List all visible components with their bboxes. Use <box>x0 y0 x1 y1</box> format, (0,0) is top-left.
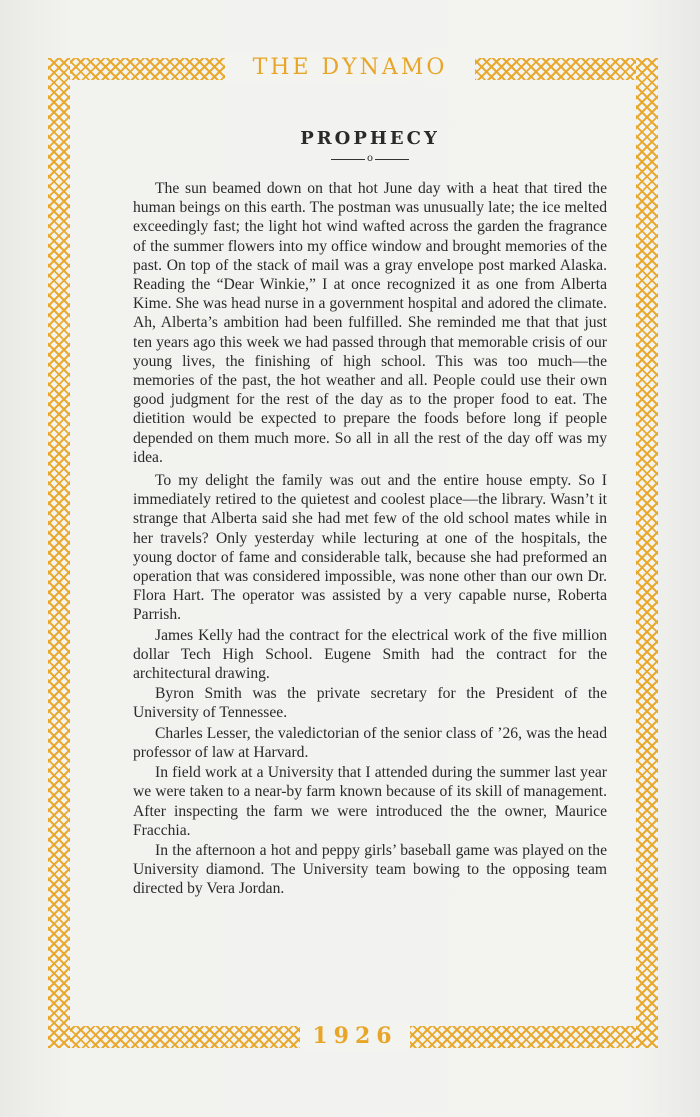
divider-mark: o <box>366 153 374 164</box>
running-header: THE DYNAMO <box>225 53 475 83</box>
title-divider <box>133 153 607 165</box>
divider-line-right <box>375 159 409 160</box>
border-left <box>48 58 70 1048</box>
page-footer-year: 1926 <box>300 1021 410 1051</box>
paragraph: Charles Lesser, the valedictorian of the senior class of ’26, was the head professor of law at Harvard. <box>133 724 607 761</box>
article <box>133 124 607 900</box>
border-right <box>636 58 658 1048</box>
paragraph: In the afternoon a hot and peppy girls’ baseball game was played on the University diamond. The University team bowing to the opposing team directed by Vera Jordan. <box>133 841 607 898</box>
paragraph: James Kelly had the contract for the electrical work of the five million dollar Tech High School. Eugene Smith had the contract for the architectural drawing. <box>133 626 607 683</box>
paragraph: To my delight the family was out and the entire house empty. So I immediately retired to the quietest and coolest place—the library. Wasn’t it strange that Alberta said she had met few of the old school mates while in her travels? Only yesterday while lecturing at one of the hospitals, the young doctor of fame and considerable talk, because she had preformed an operation that was considered impossible, was none other than our own Dr. Flora Hart. The operator was assisted by a very capable nurse, Roberta Parrish. <box>133 472 607 624</box>
divider-line-left <box>331 159 365 160</box>
article-title: PROPHECY <box>300 128 440 149</box>
paragraph: The sun beamed down on that hot June day with a heat that tired the human beings on this earth. The postman was unusually late; the ice melted exceedingly fast; the light hot wind wafted across the garden the fragrance of the summer flowers into my office window and brought memories of the past. On top of the stack of mail was a gray envelope post marked Alaska. Reading the “Dear Winkie,” I at once recognized it as one from Alberta Kime. She was head nurse in a government hospital and adored the climate. Ah, Alberta’s ambition had been fulfilled. She reminded me that that just ten years ago this week we had passed through that memorable crisis of our young lives, the finishing of high school. This was too much—the memories of the past, the hot weather and all. People could use their own good judgment for the rest of the day as to the proper food to eat. The dietition would be expected to prepare the foods before long if people depended on them much more. So all in all the rest of the day off was my idea. <box>133 180 607 466</box>
paragraph: Byron Smith was the private secretary for the President of the University of Tennessee. <box>133 685 607 722</box>
paragraph: In field work at a University that I attended during the summer last year we were taken to a near-by farm known because of its skill of management. After inspecting the farm we were introduced the the owner, Maurice Fracchia. <box>133 764 607 839</box>
